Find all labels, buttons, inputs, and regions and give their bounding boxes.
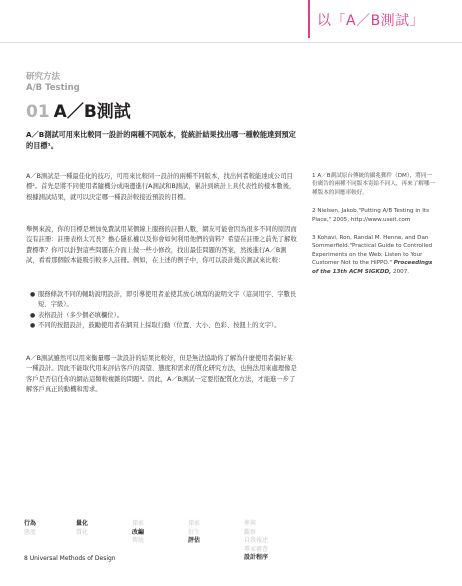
footer-item: 自我報述 xyxy=(244,537,269,544)
bullet-list xyxy=(30,290,298,332)
footer-item: 觀察 xyxy=(244,528,257,536)
footer-item: 參與 xyxy=(244,520,257,527)
footer-item: 質化 xyxy=(76,528,89,536)
note-3-text: 3 Kohavi, Ron, Randal M. Henne, and Dan Sommerfield."Practical Guide to Controlled Experiments on the Web: Listen to Your Customer Not to the HiPPO." xyxy=(312,235,433,267)
note-3 xyxy=(312,234,436,276)
chapter-number: 01 xyxy=(26,102,50,122)
footer-item: 傳統 xyxy=(132,537,145,544)
footer-col-phase xyxy=(188,520,200,546)
bullet-item: ● 服務條款不同的輔助說明設計，即引導使用者並使其放心填寫的說明文字（這詞用字、字數長短、字級）。 xyxy=(30,290,298,311)
note-2: 2 Nielsen, Jakob."Putting A/B Testing in Its Place," 2005, http://www.useit.com xyxy=(312,208,430,223)
footer-item: 態度 xyxy=(24,528,37,536)
body-paragraph-3: A／B測試雖然可以用來衡量哪一款設計的結果比較好，但是無法協助你了解為什麼使用者偏好某一種設計。因此不能取代用來評估客戶的渴望、態度和需求的質化研究方法，也無法用來處理像是客戶是否信任你的網站這類較複雜的問題³。因此，A／B測試一定要搭配質化方法，才能進一步了解客戶真正的動機和需求。 xyxy=(26,355,297,394)
chapter-heading xyxy=(26,97,131,122)
footer-item: 行為 xyxy=(24,520,37,527)
footer-col-explore xyxy=(132,520,144,546)
footer-item: 探索 xyxy=(132,520,145,527)
footer-col-quant xyxy=(76,520,88,537)
body-paragraph-2: 舉例來說，你的目標是增加免費試用某個線上服務的註冊人數，網友可能會因為很多不同的原因而沒有註冊：註冊表格太冗長？擔心隱私權以及你會如何利用他們的資料？希望在註冊之前先了解收費標準？你可以針對這些問題在介面上做一些小修改，找出最佳問題的答案，然後進行A／B測試，看看那個版本能吸引較多人註冊。例如，在上述的例子中，你可以設計幾次測試來比較： xyxy=(26,226,297,265)
footer-item: 評估 xyxy=(188,537,201,544)
body-paragraph-1: A／B測試是一種最佳化的技巧，可用來比較同一設計的兩種不同版本，找出何者較能達成公司目標²。首先是將不同使用者隨機分成兩邊進行A測試和B測試，累計到統計上具代表性的樣本數後，根據測試結果，就可以決定哪一種設計較接近預設的目標。 xyxy=(26,173,296,201)
section-label-zh: 研究方法 xyxy=(26,72,61,82)
bullet-item: ● 不同的按鈕設計，鼓勵使用者在網頁上採取行動（位置、大小、色彩、按鈕上的文字）。 xyxy=(30,321,298,331)
footer-item: 探索 xyxy=(188,520,201,527)
footer-item: 設計程序 xyxy=(244,554,269,561)
footer-col-type xyxy=(244,520,268,563)
chapter-tab-title: 以「A／B測試」 xyxy=(317,13,425,29)
section-label-en: A/B Testing xyxy=(26,83,80,93)
note-3-proceedings: Proceedings of the 13th ACM SIGKDD, xyxy=(312,260,433,275)
footer-item: 專家審查 xyxy=(244,545,269,553)
chapter-tab xyxy=(308,0,462,38)
bullet-item: ● 表格設計（多少個必填欄位）。 xyxy=(30,311,298,321)
footer-item: 改編 xyxy=(132,528,145,536)
footer-item: 衍生 xyxy=(188,528,201,536)
footer-col-behavior xyxy=(24,520,36,537)
note-3-year: 2007. xyxy=(391,268,410,275)
section-label xyxy=(26,72,80,94)
side-notes xyxy=(312,172,436,286)
method-category-nav xyxy=(22,520,332,570)
chapter-title: A／B測試 xyxy=(53,102,131,122)
footer-item: 量化 xyxy=(76,520,89,527)
note-1: 1 A／B測試原台傳統的攝兆郵件（DM），將同一份廣告的兩種不同版本寄給不同人，再來了解哪一種版本的回應率較好。 xyxy=(312,173,436,196)
page-number-label: 8 Universal Methods of Design xyxy=(24,555,116,562)
lead-paragraph: A／B測試可用來比較同一設計的兩種不同版本，從統計結果找出哪一種較能達到預定的目標¹。 xyxy=(26,130,296,150)
